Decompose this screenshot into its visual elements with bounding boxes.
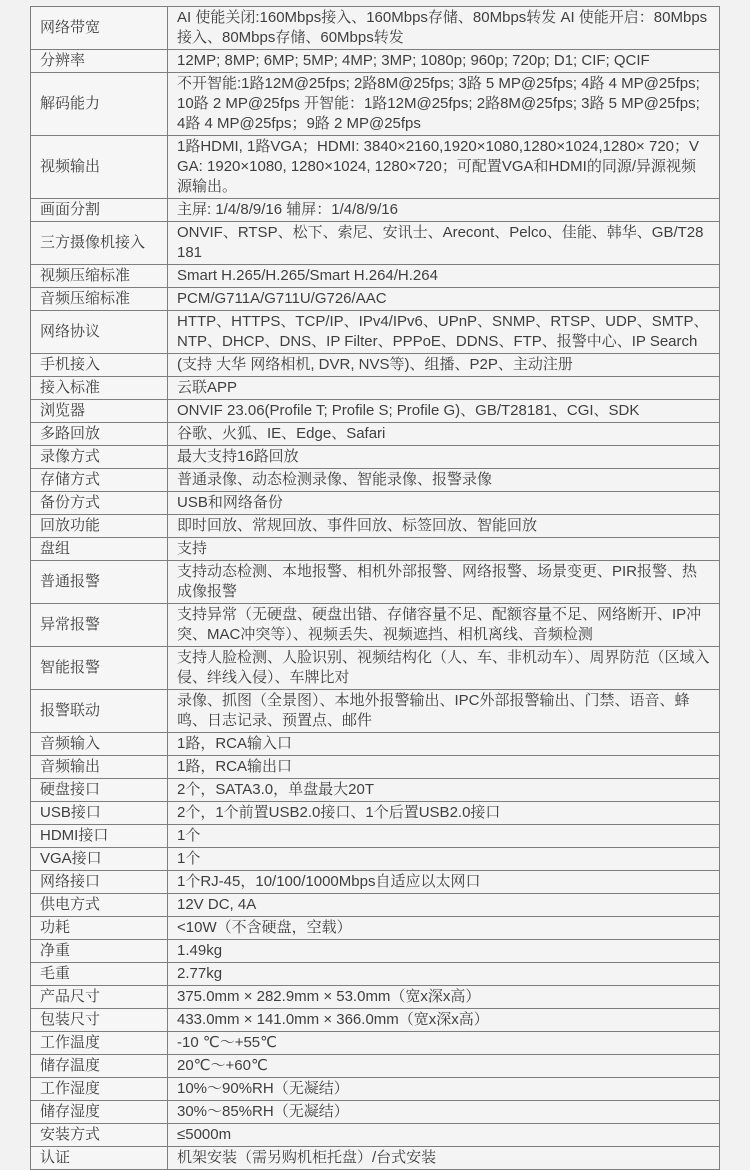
spec-row (31, 561, 720, 604)
spec-value: AI 使能关闭:160Mbps接入、160Mbps存储、80Mbps转发 AI 使能开启：80Mbps接入、80Mbps存储、60Mbps转发 (168, 7, 720, 50)
spec-label: 储存湿度 (31, 1101, 168, 1124)
spec-label: 工作湿度 (31, 1078, 168, 1101)
spec-table-body (31, 7, 720, 1170)
spec-row (31, 73, 720, 136)
spec-row (31, 963, 720, 986)
spec-label: 毛重 (31, 963, 168, 986)
spec-label: 硬盘接口 (31, 779, 168, 802)
spec-value: 1路HDMI, 1路VGA；HDMI: 3840×2160,1920×1080,1280×1024,1280× 720；VGA: 1920×1080, 1280×1024, 1280×720；可配置VGA和HDMI的同源/异源视频源输出。 (168, 136, 720, 199)
spec-row (31, 446, 720, 469)
spec-row (31, 1147, 720, 1170)
spec-row (31, 1055, 720, 1078)
spec-row (31, 265, 720, 288)
spec-value: Smart H.265/H.265/Smart H.264/H.264 (168, 265, 720, 288)
spec-row (31, 604, 720, 647)
spec-value: 1路，RCA输入口 (168, 733, 720, 756)
spec-row (31, 1032, 720, 1055)
spec-value: 机架安装（需另购机柜托盘）/台式安装 (168, 1147, 720, 1170)
spec-label: 普通报警 (31, 561, 168, 604)
spec-section (30, 6, 720, 1170)
spec-label: 回放功能 (31, 515, 168, 538)
spec-label: 音频输出 (31, 756, 168, 779)
spec-row (31, 222, 720, 265)
spec-value: 即时回放、常规回放、事件回放、标签回放、智能回放 (168, 515, 720, 538)
spec-value: <10W（不含硬盘，空载） (168, 917, 720, 940)
spec-row (31, 423, 720, 446)
spec-row (31, 802, 720, 825)
spec-label: 接入标准 (31, 377, 168, 400)
spec-row (31, 7, 720, 50)
spec-label: 分辨率 (31, 50, 168, 73)
spec-label: USB接口 (31, 802, 168, 825)
spec-row (31, 733, 720, 756)
spec-label: 多路回放 (31, 423, 168, 446)
spec-value: 2个，SATA3.0，单盘最大20T (168, 779, 720, 802)
spec-value: 支持异常（无硬盘、硬盘出错、存储容量不足、配额容量不足、网络断开、IP冲突、MAC冲突等）、视频丢失、视频遮挡、相机离线、音频检测 (168, 604, 720, 647)
spec-label: 功耗 (31, 917, 168, 940)
spec-label: 储存温度 (31, 1055, 168, 1078)
spec-label: 安装方式 (31, 1124, 168, 1147)
spec-label: VGA接口 (31, 848, 168, 871)
spec-value: 2个，1个前置USB2.0接口、1个后置USB2.0接口 (168, 802, 720, 825)
spec-row (31, 940, 720, 963)
spec-row (31, 1009, 720, 1032)
spec-label: 工作温度 (31, 1032, 168, 1055)
spec-label: 音频压缩标准 (31, 288, 168, 311)
spec-row (31, 354, 720, 377)
spec-row (31, 50, 720, 73)
spec-label: 备份方式 (31, 492, 168, 515)
spec-value: 20℃～+60℃ (168, 1055, 720, 1078)
spec-value: ONVIF、RTSP、松下、索尼、安讯士、Arecont、Pelco、佳能、韩华、GB/T28181 (168, 222, 720, 265)
spec-label: HDMI接口 (31, 825, 168, 848)
spec-row (31, 538, 720, 561)
spec-row (31, 199, 720, 222)
spec-value: 支持动态检测、本地报警、相机外部报警、网络报警、场景变更、PIR报警、热成像报警 (168, 561, 720, 604)
spec-value: PCM/G711A/G711U/G726/AAC (168, 288, 720, 311)
spec-row (31, 469, 720, 492)
spec-value: 433.0mm × 141.0mm × 366.0mm（宽x深x高） (168, 1009, 720, 1032)
spec-row (31, 917, 720, 940)
spec-value: 10%～90%RH（无凝结） (168, 1078, 720, 1101)
spec-value: 12MP; 8MP; 6MP; 5MP; 4MP; 3MP; 1080p; 960p; 720p; D1; CIF; QCIF (168, 50, 720, 73)
spec-value: 1个 (168, 848, 720, 871)
spec-value: 主屏: 1/4/8/9/16 辅屏：1/4/8/9/16 (168, 199, 720, 222)
spec-row (31, 400, 720, 423)
spec-value: 支持 (168, 538, 720, 561)
spec-value: 375.0mm × 282.9mm × 53.0mm（宽x深x高） (168, 986, 720, 1009)
spec-row (31, 515, 720, 538)
spec-value: USB和网络备份 (168, 492, 720, 515)
spec-row (31, 492, 720, 515)
spec-label: 网络协议 (31, 311, 168, 354)
spec-label: 画面分割 (31, 199, 168, 222)
spec-table (30, 6, 720, 1170)
spec-label: 产品尺寸 (31, 986, 168, 1009)
spec-value: 谷歌、火狐、IE、Edge、Safari (168, 423, 720, 446)
spec-label: 包装尺寸 (31, 1009, 168, 1032)
spec-value: 1.49kg (168, 940, 720, 963)
spec-value: 云联APP (168, 377, 720, 400)
spec-value: 12V DC, 4A (168, 894, 720, 917)
spec-label: 视频压缩标准 (31, 265, 168, 288)
spec-row (31, 825, 720, 848)
spec-row (31, 986, 720, 1009)
spec-value: 最大支持16路回放 (168, 446, 720, 469)
spec-label: 录像方式 (31, 446, 168, 469)
spec-label: 手机接入 (31, 354, 168, 377)
spec-row (31, 136, 720, 199)
spec-row (31, 1124, 720, 1147)
spec-value: ≤5000m (168, 1124, 720, 1147)
spec-value: 2.77kg (168, 963, 720, 986)
spec-value: ONVIF 23.06(Profile T; Profile S; Profile G)、GB/T28181、CGI、SDK (168, 400, 720, 423)
spec-row (31, 779, 720, 802)
spec-row (31, 288, 720, 311)
spec-row (31, 894, 720, 917)
spec-label: 报警联动 (31, 690, 168, 733)
spec-row (31, 1101, 720, 1124)
spec-row (31, 871, 720, 894)
spec-row (31, 848, 720, 871)
spec-row (31, 311, 720, 354)
spec-row (31, 377, 720, 400)
spec-row (31, 690, 720, 733)
spec-value: 1路，RCA输出口 (168, 756, 720, 779)
spec-row (31, 756, 720, 779)
spec-label: 智能报警 (31, 647, 168, 690)
spec-label: 认证 (31, 1147, 168, 1170)
spec-value: 30%～85%RH（无凝结） (168, 1101, 720, 1124)
spec-label: 盘组 (31, 538, 168, 561)
spec-label: 存储方式 (31, 469, 168, 492)
spec-label: 解码能力 (31, 73, 168, 136)
spec-value: 普通录像、动态检测录像、智能录像、报警录像 (168, 469, 720, 492)
spec-value: HTTP、HTTPS、TCP/IP、IPv4/IPv6、UPnP、SNMP、RTSP、UDP、SMTP、NTP、DHCP、DNS、IP Filter、PPPoE、DDNS、FTP、报警中心、IP Search (168, 311, 720, 354)
spec-row (31, 1078, 720, 1101)
spec-value: -10 ℃～+55℃ (168, 1032, 720, 1055)
spec-label: 视频输出 (31, 136, 168, 199)
spec-label: 浏览器 (31, 400, 168, 423)
spec-row (31, 647, 720, 690)
spec-label: 网络带宽 (31, 7, 168, 50)
spec-value: 录像、抓图（全景图）、本地外报警输出、IPC外部报警输出、门禁、语音、蜂鸣、日志记录、预置点、邮件 (168, 690, 720, 733)
spec-value: 1个 (168, 825, 720, 848)
spec-value: (支持 大华 网络相机, DVR, NVS等)、组播、P2P、主动注册 (168, 354, 720, 377)
spec-value: 不开智能:1路12M@25fps; 2路8M@25fps; 3路 5 MP@25fps; 4路 4 MP@25fps; 10路 2 MP@25fps 开智能：1路12M@25fps; 2路8M@25fps; 3路 5 MP@25fps; 4路 4 MP@25fps；9路 2 MP@25fps (168, 73, 720, 136)
spec-value: 1个RJ-45，10/100/1000Mbps自适应以太网口 (168, 871, 720, 894)
spec-value: 支持人脸检测、人脸识别、视频结构化（人、车、非机动车）、周界防范（区域入侵、绊线入侵）、车牌比对 (168, 647, 720, 690)
spec-label: 供电方式 (31, 894, 168, 917)
spec-label: 异常报警 (31, 604, 168, 647)
spec-label: 音频输入 (31, 733, 168, 756)
spec-label: 净重 (31, 940, 168, 963)
spec-label: 三方摄像机接入 (31, 222, 168, 265)
spec-label: 网络接口 (31, 871, 168, 894)
